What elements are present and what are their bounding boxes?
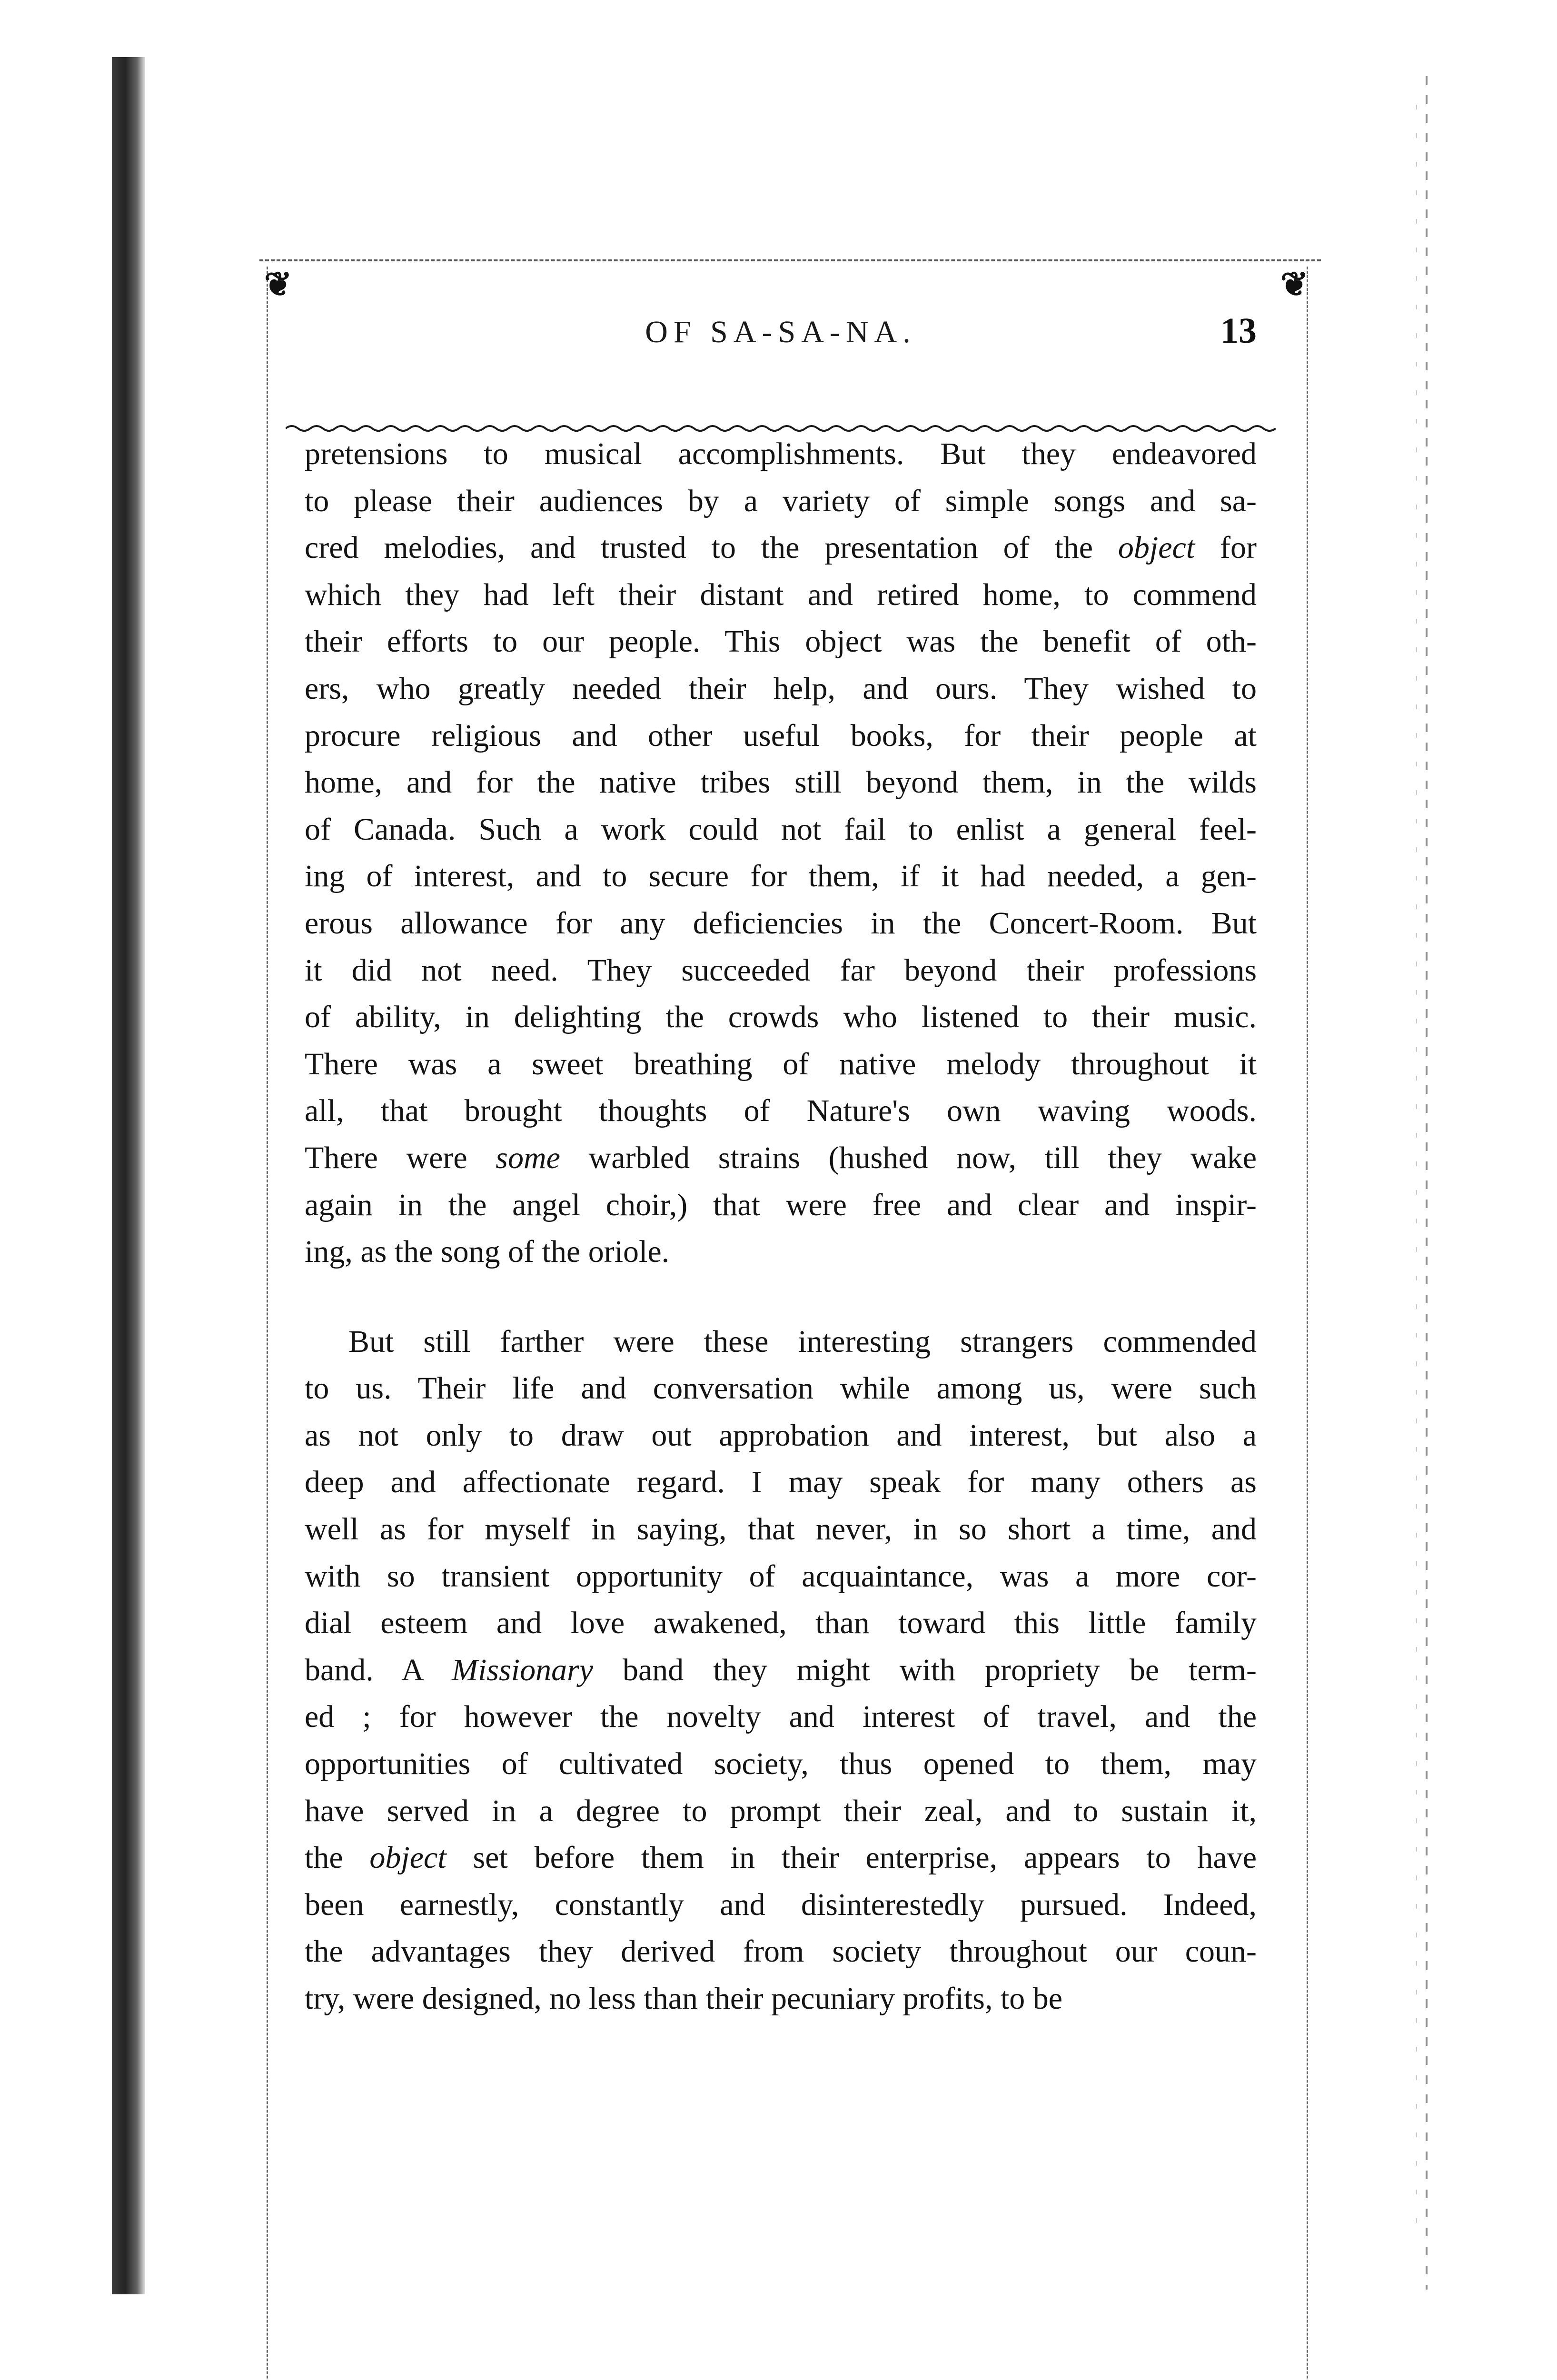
text-line: There were some warbled strains (hushed now, till they wake <box>305 1140 1257 1175</box>
text-line: all, that brought thoughts of Nature's own waving woods. <box>305 1093 1257 1129</box>
book-binding-edge <box>112 57 145 2294</box>
text-line: deep and affectionate regard. I may speak for many others as <box>305 1465 1257 1500</box>
text-line: the advantages they derived from society throughout our coun- <box>305 1934 1257 1969</box>
frame-top-rule <box>259 259 1321 261</box>
running-header <box>286 300 1276 357</box>
paragraph-2 <box>305 1319 1257 2023</box>
corner-ornament-top-right-icon: ❦ <box>1280 264 1309 304</box>
text-line: ing, as the song of the oriole. <box>305 1234 670 1269</box>
text-line: ing of interest, and to secure for them, if it had needed, a gen- <box>305 859 1257 894</box>
text-line: which they had left their distant and retired home, to commend <box>305 577 1257 612</box>
page-number: 13 <box>1220 311 1257 351</box>
text-line: ed ; for however the novelty and interest of travel, and the <box>305 1699 1257 1735</box>
text-line: of Canada. Such a work could not fail to enlist a general feel- <box>305 812 1257 847</box>
text-line: of ability, in delighting the crowds who listened to their music. <box>305 1000 1257 1035</box>
text-line: But still farther were these interesting strangers commended <box>348 1324 1257 1359</box>
text-line: to please their audiences by a variety of simple songs and sa- <box>305 483 1257 518</box>
text-line: been earnestly, constantly and disinterestedly pursued. Indeed, <box>305 1887 1257 1922</box>
text-line: erous allowance for any deficiencies in the Concert-Room. But <box>305 905 1257 941</box>
text-line: well as for myself in saying, that never, in so short a time, and <box>305 1512 1257 1547</box>
frame-left-rule <box>267 267 268 2380</box>
text-line: their efforts to our people. This object was the benefit of oth- <box>305 624 1257 659</box>
text-line: again in the angel choir,) that were free and clear and inspir- <box>305 1187 1257 1222</box>
page-body <box>305 431 1257 2023</box>
paragraph-1 <box>305 431 1257 1276</box>
text-line: procure religious and other useful books, for their people at <box>305 718 1257 753</box>
text-line: opportunities of cultivated society, thus opened to them, may <box>305 1746 1257 1782</box>
text-line: it did not need. They succeeded far beyond their professions <box>305 952 1257 988</box>
running-title: OF SA-SA-NA. <box>645 315 916 349</box>
text-line: cred melodies, and trusted to the presentation of the object for <box>305 530 1257 565</box>
text-line: as not only to draw out approbation and interest, but also a <box>305 1418 1257 1453</box>
text-line: pretensions to musical accomplishments. But they endeavored <box>305 436 1257 471</box>
text-line: band. A Missionary band they might with propriety be term- <box>305 1652 1257 1687</box>
text-line: dial esteem and love awakened, than toward this little family <box>305 1606 1257 1641</box>
page-edge-marks-secondary <box>1416 105 1417 2247</box>
frame-right-rule <box>1307 267 1308 2380</box>
text-line: ers, who greatly needed their help, and ours. They wished to <box>305 671 1257 706</box>
page-edge-marks <box>1426 76 1428 2290</box>
text-line: with so transient opportunity of acquaintance, was a more cor- <box>305 1558 1257 1594</box>
text-line: home, and for the native tribes still beyond them, in the wilds <box>305 765 1257 800</box>
text-line: There was a sweet breathing of native melody throughout it <box>305 1046 1257 1081</box>
corner-ornament-top-left-icon: ❦ <box>264 264 292 304</box>
text-line: to us. Their life and conversation while among us, were such <box>305 1371 1257 1406</box>
text-line: try, were designed, no less than their pecuniary profits, to be <box>305 1981 1063 2016</box>
text-line: have served in a degree to prompt their zeal, and to sustain it, <box>305 1793 1257 1828</box>
text-line: the object set before them in their enterprise, appears to have <box>305 1840 1257 1875</box>
